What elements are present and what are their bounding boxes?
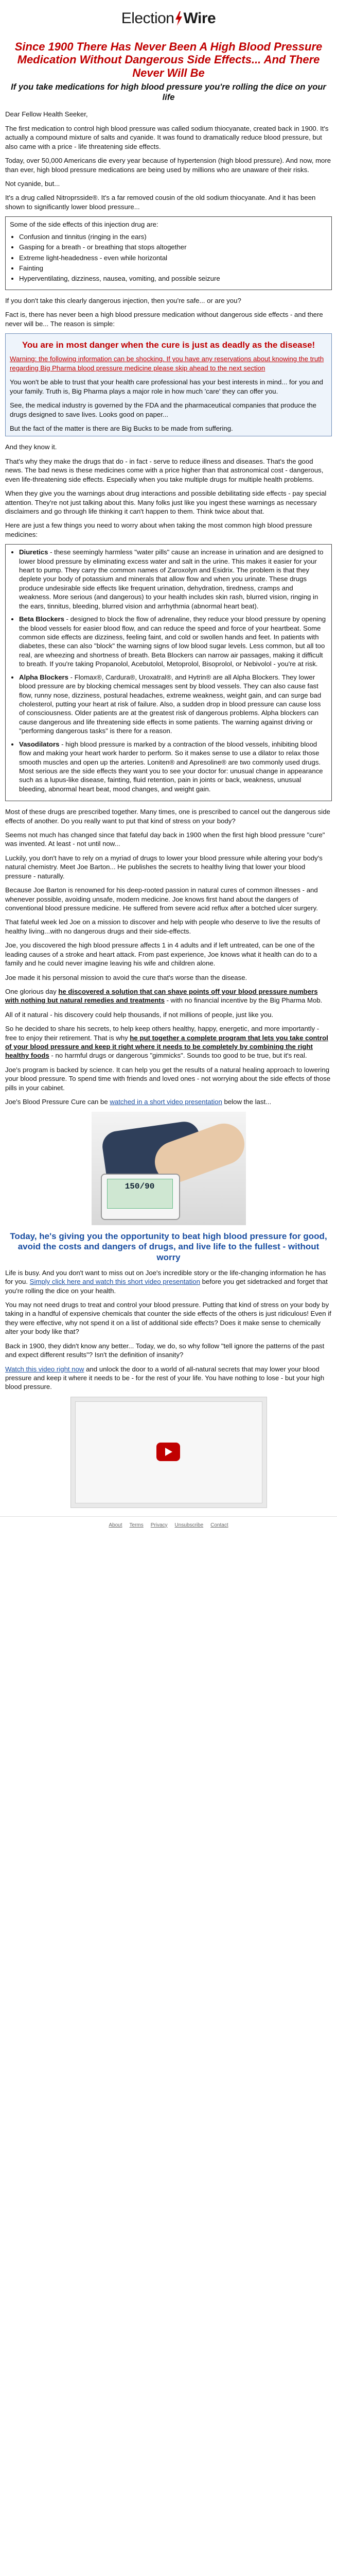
body-paragraph: Because Joe Barton is renowned for his deep-rooted passion in natural cures of common illnesses - and whenever possible, avoiding unsafe, modern medicine. Joe knows first hand about the dangers of conventional blood pressure medicine. He suffered from severe acid reflux after a botched ulcer surgery. (5, 886, 318, 912)
drug-name: Vasodilators (19, 740, 60, 748)
drug-item: • Alpha Blockers - Flomax®, Cardura®, Uroxatral®, and Hytrin® are all Alpha Blockers. They lower blood pressure are by blocking chemical messages sent by blood vessels. They can also cause fast flow, runny nose, dizziness, postural headaches, extreme weakness, weight gain, and can surge bad cholesterol, putting your heart at risk of failure. Also, a sudden drop in blood pressure can cause loss of consciousness. Older patients are at the greatest risk of dangerous problems. Alpha blockers can cause dangerous and life threatening side effects in some patients. The warning against driving or "performing dangerous tasks" is there for a reason. (19, 673, 326, 736)
footer-link-unsubscribe[interactable]: Unsubscribe (174, 1522, 204, 1528)
greeting: Dear Fellow Health Seeker, (5, 110, 88, 118)
drug-description: Flomax®, Cardura®, Uroxatral®, and Hytrin® are all Alpha Blockers. They lower blood pressure are by blocking chemical messages sent by blood vessels. They can also cause fast flow, runny nose, dizziness, postural headaches, extreme weakness, weight gain, and can surge bad cholesterol, putting your heart at risk of failure. Also, a sudden drop in blood pressure can cause loss of consciousness. Older patients are at the greatest risk of dangerous problems. Alpha blockers can cause dangerous and life threatening side effects in some patients. The warning against driving or "performing dangerous tasks" is there for a reason. (19, 673, 322, 735)
drug-item: • Beta Blockers - designed to block the flow of adrenaline, they reduce your blood pressure by opening the blood vessels for easier blood flow, and can reduce the speed and force of your heartbeat. Some common side effects are dizziness, feeling faint, and cold or swollen hands and feet. In patients with diabetes, these can also "block" the warning signs of low blood sugar levels. Less common, but all too real, are wheezing and shortness of breath. Beta Blockers can narrow air passages, making it difficult to breath. If you're taking Propanolol, Acebutolol, Metoprolol, Bisoprolol, or Nebivolol - you're at risk. (19, 615, 326, 669)
footer-link-contact[interactable]: Contact (210, 1522, 228, 1528)
warning-paragraph: But the fact of the matter is there are Big Bucks to be made from suffering. (10, 425, 233, 432)
logo-text-wire: Wire (183, 10, 216, 27)
side-effect-item: • Confusion and tinnitus (ringing in the ears) (19, 232, 327, 241)
text-span: - no harmful drugs or dangerous "gimmicks". Sounds too good to be true, but it's real. (49, 1052, 307, 1060)
text-span: One glorious day (5, 987, 59, 995)
warning-headline: You are in most danger when the cure is just as deadly as the disease! (22, 340, 315, 350)
body-paragraph: That fateful week led Joe on a mission to discover and help with people who deserve to live the results of healthy living...with no dangerous drugs and their side-effects. (5, 918, 321, 935)
body-paragraph: Seems not much has changed since that fateful day back in 1900 when the first high blood pressure "cure" was invented. At least - not until now... (5, 831, 325, 848)
side-effects-intro: Some of the side effects of this injection drug are: (10, 221, 158, 229)
final-headline: Today, he's giving you the opportunity to beat high blood pressure for good, avoid the costs and dangers of drugs, and live life to the fullest - without worry (10, 1231, 327, 1263)
side-effect-item: • Hyperventilating, dizziness, nausea, vomiting, and possible seizure (19, 274, 327, 283)
site-header (0, 0, 337, 37)
text-span: Life is busy. And you don't want to miss out on Joe's incredible story or the life-changing information he has for you. (5, 1268, 326, 1286)
body-paragraph: Most of these drugs are prescribed together. Many times, one is prescribed to cancel out the dangerous side effects of another. Do you really want to put that kind of stress on your body? (5, 808, 330, 825)
body-paragraph: Joe's program is backed by science. It can help you get the results of a natural healing approach to lowering your blood pressure. To spend time with friends and loved ones - not worrying about the side effects of those pills in your cabinet. (5, 1065, 331, 1092)
drug-name: Diuretics (19, 548, 48, 556)
play-icon[interactable] (156, 1443, 180, 1461)
side-effect-item: • Fainting (19, 264, 327, 273)
warning-text: Warning: the following information can be shocking. If you have any reservations about knowing the truth regarding Big Pharma blood pressure medicine please skip ahead to the next section (10, 355, 324, 372)
body-paragraph: Joe, you discovered the high blood pressure affects 1 in 4 adults and if left untreated, can be one of the leading causes of a stroke and heart attack. From past experience, Joe knows what it health can do to a family and he could never imagine leaving his wife and children alone. (5, 941, 317, 968)
emphasis-text: he discovered a solution that can shave points off your blood pressure numbers with nothing but natural remedies and treatments (5, 987, 318, 1005)
logo-text-election: Election (121, 10, 174, 27)
body-paragraph: Back in 1900, they didn't know any better... Today, we do, so why follow "tell ignore the patterns of the past and expect different results"? Isn't the definition of insanity? (5, 1342, 325, 1359)
headline: Since 1900 There Has Never Been A High Blood Pressure Medication Without Dangerous Side Effects... And There Never Will Be (14, 40, 323, 79)
site-logo[interactable] (121, 8, 216, 29)
emphasis-text: he put together a complete program that lets you take control of your blood pressure and keep it right where it needs to be completely by combining the right healthy foods (5, 1033, 328, 1060)
warning-paragraph: You won't be able to trust that your health care professional has your best interests in mind... for you and your family. Truth is, Big Pharma plays a major role in how much 'care' they can offer you. (10, 378, 324, 395)
warning-box (5, 333, 332, 436)
drug-name: Beta Blockers (19, 615, 64, 623)
drug-item: • Diuretics - these seemingly harmless "water pills" cause an increase in urination and are designed to lower blood pressure by eliminating excess water and salt in the urine. This makes it easier for your heart to pump. They carry the common names of Zaroxolyn and Esidrix. The problem is that they deplete your body of potassium and minerals that allow flow and when you urinate. These drugs produce undesirable side effects like frequent urination, dehydration, tiredness, cramps and weakness. More serious (and dangerous) to your health includes skin rash, blurred vision, ringing in the ears, tinnitus, bleeding, blurred vision and arrhythmia (abnormal heart beat). (19, 548, 326, 611)
body-paragraph (5, 1365, 332, 1392)
body-paragraph: When they give you the warnings about drug interactions and possible debilitating side effects - pay special attention. They're not just talking about this. Many folks just like you ingest these warnings as necessary disclaimers and go through life thinking it can't happen to them. Think twice about that. (5, 489, 327, 515)
drug-list (10, 548, 326, 793)
drug-item: • Vasodilators - high blood pressure is marked by a contraction of the blood vessels, inhibiting blood flow and making your heart work harder to perform. So it makes sense to use a dilator to relax those smooth muscles and open up the arteries. Loniten® and Apresoline® are two commonly used drugs. Most serious are the side effects they want you to see your doctor for: unusual change in appearance such as a lupus-like disease, fainting, fluid retention, pain in joints or back, weakness, unusual bleeding, abnormal heart beat, mood changes, and weight gain. (19, 740, 326, 794)
body-paragraph (5, 1268, 332, 1295)
body-paragraph: If you don't take this clearly dangerous injection, then you're safe... or are you? (5, 296, 241, 304)
watch-video-now-link[interactable]: Watch this video right now (5, 1365, 84, 1373)
article (0, 40, 337, 1508)
subheadline: If you take medications for high blood pressure you're rolling the dice on your life (11, 82, 326, 102)
footer (0, 1516, 337, 1539)
video-player[interactable] (70, 1397, 267, 1508)
body-paragraph: You may not need drugs to treat and control your blood pressure. Putting that kind of stress on your body by taking in a handful of expensive chemicals that counter the side effects of the others is just ridiculous! Even if they were effective, why not spend it on a list of additional side effects? Does it make sense to chemically alter your body like that? (5, 1301, 331, 1336)
text-span: and unlock the door to a world of all-natural secrets that may lower your blood pressure and keep it where it needs to be - for the rest of your life. You have nothing to lose - but your high blood pressure. (5, 1365, 325, 1391)
body-paragraph: That's why they make the drugs that do - in fact - serve to reduce illness and diseases. That's the good news. The bad news is these medicines come with a price higher than that astronomical cost - dangerous, even life-threatening side effects. Especially when you take multiple drugs for multiple health problems. (5, 457, 324, 483)
side-effect-item: • Extreme light-headedness - even while horizontal (19, 253, 327, 262)
body-paragraph: Luckily, you don't have to rely on a myriad of drugs to lower your blood pressure while altering your body's natural chemistry. Meet Joe Barton... He publishes the secrets to healthy living that lower your blood pressure - naturally. (5, 854, 323, 880)
side-effect-item: • Gasping for a breath - or breathing that stops altogether (19, 243, 327, 251)
text-span: - with no financial incentive by the Big Pharma Mob. (164, 996, 323, 1005)
drug-list-box (5, 544, 332, 801)
side-effects-box (5, 216, 332, 290)
intro-paragraph: Not cyanide, but... (5, 180, 60, 188)
drug-description: high blood pressure is marked by a contraction of the blood vessels, inhibiting blood flow and making your heart work harder to perform. So it makes sense to use a dilator to relax those smooth muscles and open up the arteries. Loniten® and Apresoline® are two commonly used drugs. Most serious are the side effects they want you to see your doctor for: unusual change in appearance such as a lupus-like disease, fainting, fluid retention, pain in joints or back, weakness, unusual bleeding, abnormal heart beat, mood changes, and weight gain. (19, 740, 323, 793)
body-paragraph (5, 1024, 332, 1060)
body-paragraph: Here are just a few things you need to worry about when taking the most common high blood pressure medicines: (5, 521, 312, 538)
footer-link-privacy[interactable]: Privacy (150, 1522, 168, 1528)
lightning-bolt-icon (174, 11, 183, 26)
footer-link-about[interactable]: About (109, 1522, 122, 1528)
intro-paragraph: It's a drug called Nitroprsside®. It's a far removed cousin of the old sodium thiocyanate. And it has been shown to significantly lower blood pressure... (5, 194, 316, 211)
body-paragraph: Joe made it his personal mission to avoid the cure that's worse than the disease. (5, 973, 247, 981)
drug-name: Alpha Blockers (19, 673, 69, 681)
body-paragraph: Fact is, there has never been a high blood pressure medication without dangerous side effects - and there never will be... The reason is simple: (5, 311, 323, 328)
body-paragraph (5, 1097, 332, 1106)
text-span: below the last... (222, 1098, 272, 1106)
video-link[interactable]: watched in a short video presentation (110, 1098, 222, 1106)
text-span: So he decided to share his secrets, to help keep others healthy, happy, energetic, and more importantly - free to enjoy their retirement. That is why (5, 1025, 320, 1042)
body-paragraph: All of it natural - his discovery could help thousands, if not millions of people, just like you. (5, 1010, 274, 1019)
blood-pressure-monitor-image (92, 1112, 246, 1225)
text-span: Joe's Blood Pressure Cure can be (5, 1098, 110, 1106)
intro-paragraph: Today, over 50,000 Americans die every year because of hypertension (high blood pressure). And now, more than ever, high blood pressure medications are being used by millions who are unaware of their risks. (5, 157, 331, 174)
text-span: before you get sidetracked and forget that you're rolling the dice on your health. (5, 1278, 328, 1295)
warning-paragraph: See, the medical industry is governed by the FDA and the pharmaceutical companies that produce the drugs designed to save lives. Looks good on paper... (10, 401, 316, 418)
body-paragraph (5, 987, 332, 1005)
monitor-reading: 150/90 (107, 1179, 173, 1209)
drug-description: these seemingly harmless "water pills" cause an increase in urination and are designed to lower blood pressure by eliminating excess water and salt in the urine. This makes it easier for your heart to pump. They carry the common names of Zaroxolyn and Esidrix. The problem is that they deplete your body of potassium and minerals that allow flow and when you urinate. These drugs produce undesirable side effects like frequent urination, dehydration, tiredness, cramps and weakness. More serious (and dangerous) to your health includes skin rash, blurred vision, ringing in the ears, tinnitus, bleeding, blurred vision and arrhythmia (abnormal heart beat). (19, 548, 324, 610)
body-paragraph: And they know it. (5, 443, 57, 451)
intro-paragraph: The first medication to control high blood pressure was called sodium thiocyanate, created back in 1900. It's actually a compound mixture of salts and cyanide. It was found to dramatically reduce blood pressure, but also came with a price - life threatening side effects. (5, 124, 329, 150)
side-effects-list (10, 232, 327, 283)
footer-link-terms[interactable]: Terms (129, 1522, 144, 1528)
watch-video-link[interactable]: Simply click here and watch this short video presentation (29, 1278, 200, 1286)
drug-description: designed to block the flow of adrenaline, they reduce your blood pressure by opening the blood vessels for easier blood flow, and can reduce the speed and force of your heartbeat. Some common side effects are dizziness, feeling faint, and cold or swollen hands and feet. In patients with diabetes, these can also "block" the warning signs of low blood sugar levels. Less common, but all too real, are wheezing and shortness of breath. Beta Blockers can narrow air passages, making it difficult to breath. If you're taking Propanolol, Acebutolol, Metoprolol, Bisoprolol, or Nebivolol - you're at risk. (19, 615, 326, 668)
